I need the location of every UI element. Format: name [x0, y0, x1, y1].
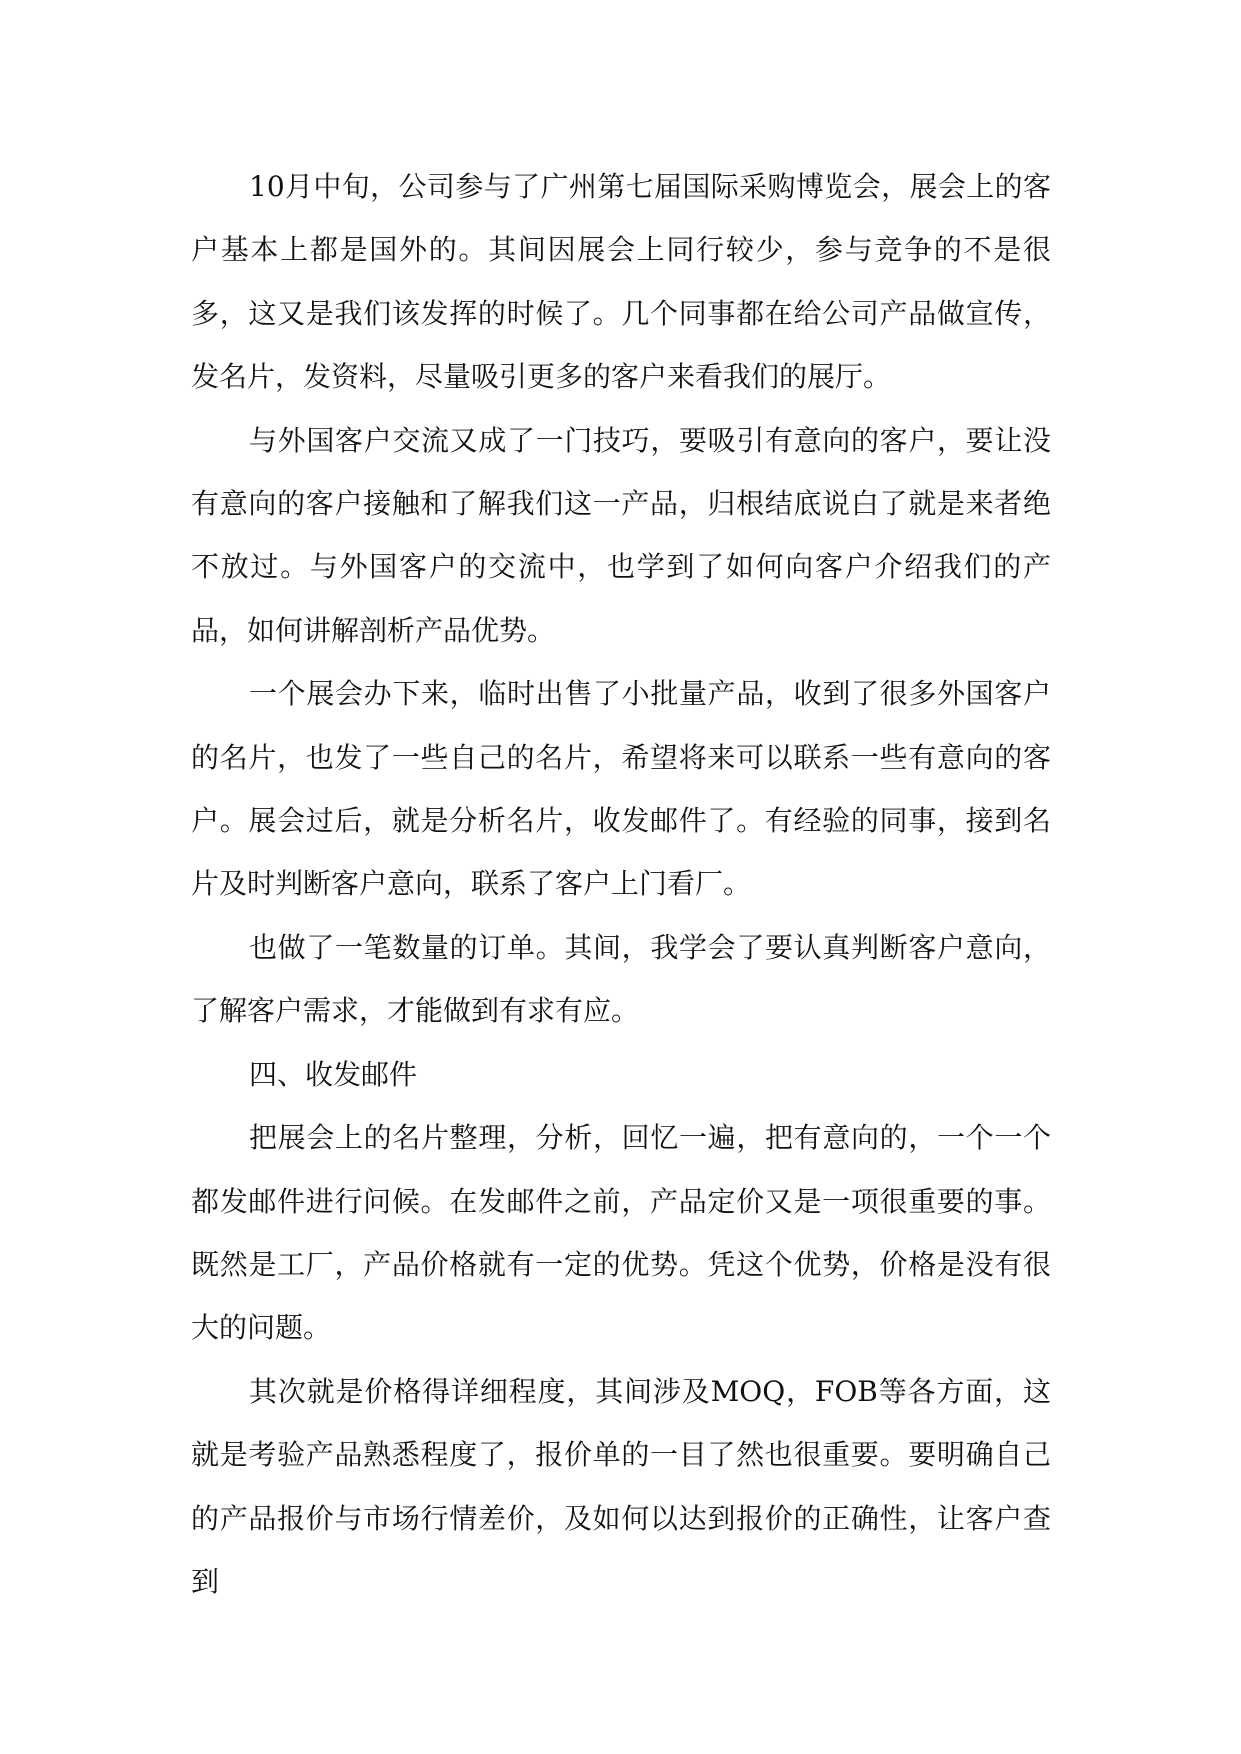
paragraph-expo: 10月中旬，公司参与了广州第七届国际采购博览会，展会上的客户基本上都是国外的。其间因展会上同行较少，参与竞争的不是很多，这又是我们该发挥的时候了。几个同事都在给公司产品做宣传，发名片，发资料，尽量吸引更多的客户来看我们的展厅。: [191, 170, 1051, 394]
document-body: [191, 155, 1051, 1613]
paragraph-pricing: 其次就是价格得详细程度，其间涉及MOQ，FOB等各方面，这就是考验产品熟悉程度了，报价单的一目了然也很重要。要明确自己的产品报价与市场行情差价，及如何以达到报价的正确性，让客户查到: [191, 1374, 1051, 1598]
paragraph-after-expo: 一个展会办下来，临时出售了小批量产品，收到了很多外国客户的名片，也发了一些自己的名片，希望将来可以联系一些有意向的客户。展会过后，就是分析名片，收发邮件了。有经验的同事，接到名片及时判断客户意向，联系了客户上门看厂。: [191, 677, 1051, 901]
paragraph-emails: 把展会上的名片整理，分析，回忆一遍，把有意向的，一个一个都发邮件进行问候。在发邮件之前，产品定价又是一项很重要的事。既然是工厂，产品价格就有一定的优势。凭这个优势，价格是没有很大的问题。: [191, 1121, 1051, 1345]
paragraph-order: 也做了一笔数量的订单。其间，我学会了要认真判断客户意向，了解客户需求，才能做到有求有应。: [191, 930, 1051, 1028]
section-heading: 四、收发邮件: [249, 1057, 418, 1091]
paragraph-foreign-clients: 与外国客户交流又成了一门技巧，要吸引有意向的客户，要让没有意向的客户接触和了解我们这一产品，归根结底说白了就是来者绝不放过。与外国客户的交流中，也学到了如何向客户介绍我们的产品，如何讲解剖析产品优势。: [191, 423, 1051, 647]
